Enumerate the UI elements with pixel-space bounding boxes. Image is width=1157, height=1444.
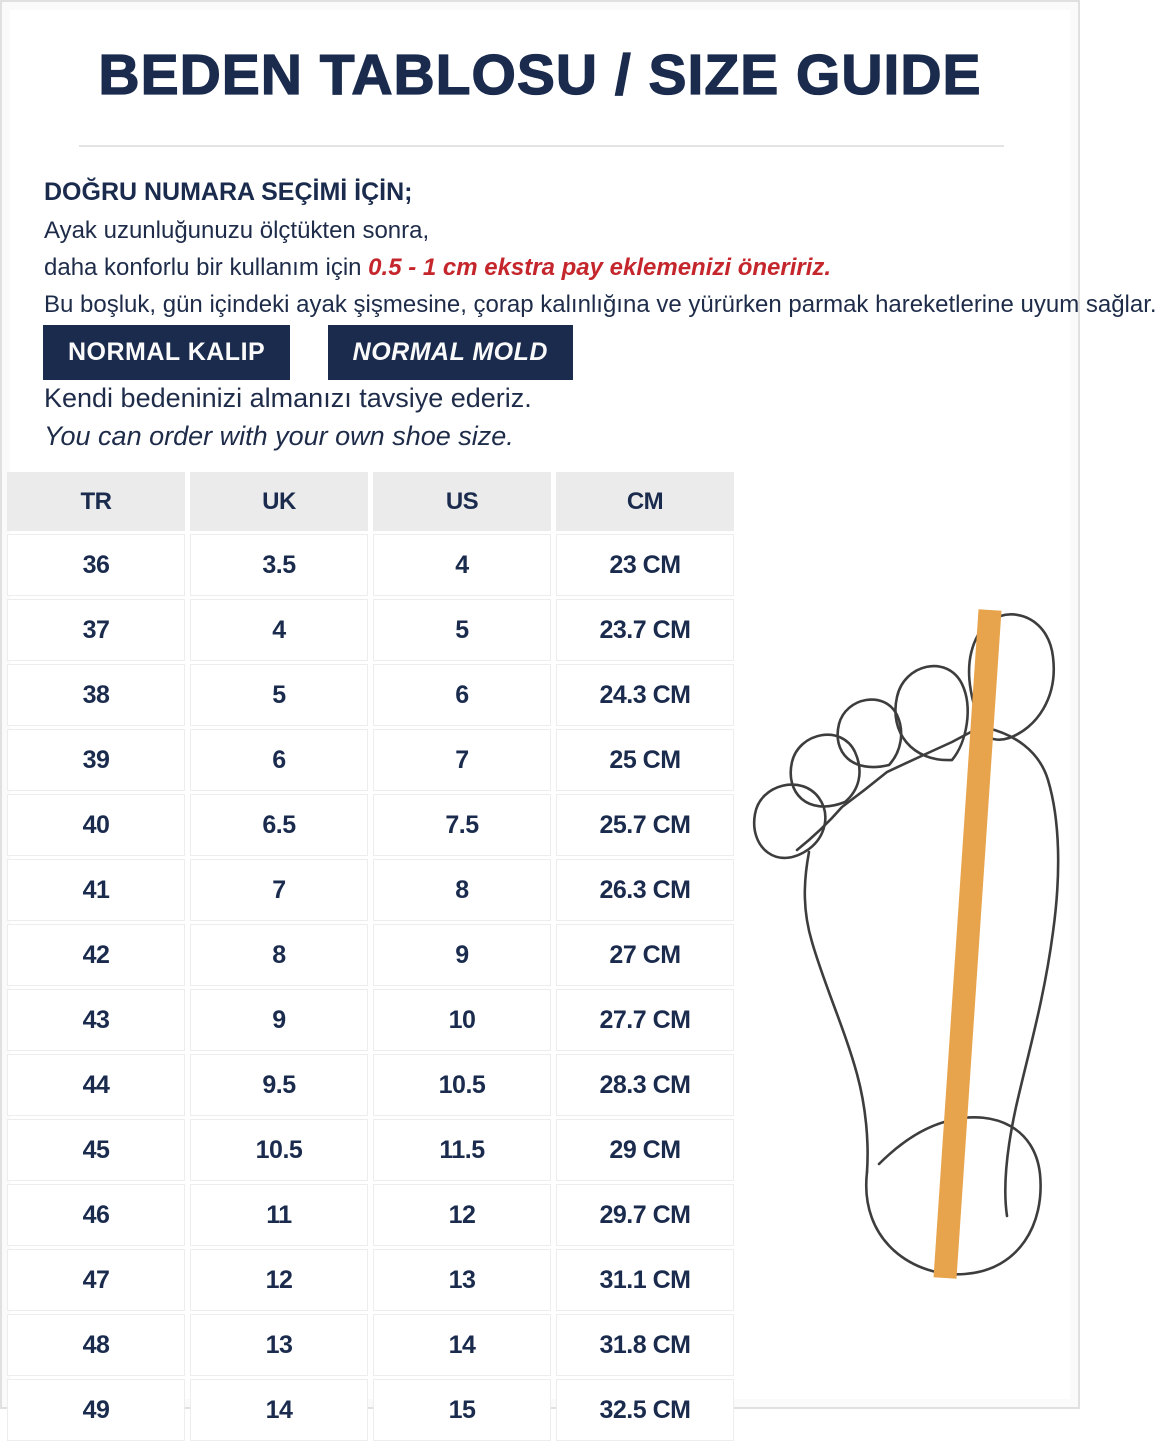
- size-cell: 27 CM: [556, 924, 734, 986]
- size-table: [2, 469, 739, 1444]
- advice-text-en: You can order with your own shoe size.: [44, 421, 514, 451]
- size-row: [7, 1379, 734, 1441]
- size-cell: 43: [7, 989, 185, 1051]
- size-cell: 25 CM: [556, 729, 734, 791]
- size-cell: 44: [7, 1054, 185, 1116]
- size-cell: 29 CM: [556, 1119, 734, 1181]
- size-cell: 31.8 CM: [556, 1314, 734, 1376]
- size-row: [7, 534, 734, 596]
- size-row: [7, 989, 734, 1051]
- size-cell: 32.5 CM: [556, 1379, 734, 1441]
- size-cell: 37: [7, 599, 185, 661]
- foot-illustration: [747, 602, 1082, 1292]
- info-line-allowance-prefix: daha konforlu bir kullanım için: [44, 254, 369, 281]
- size-cell: 15: [373, 1379, 551, 1441]
- size-col-header: TR: [7, 472, 185, 531]
- size-cell: 10: [373, 989, 551, 1051]
- size-cell: 23.7 CM: [556, 599, 734, 661]
- size-cell: 6: [373, 664, 551, 726]
- size-cell: 11: [190, 1184, 368, 1246]
- size-cell: 42: [7, 924, 185, 986]
- size-cell: 3.5: [190, 534, 368, 596]
- size-table-body: [7, 534, 734, 1441]
- size-cell: 49: [7, 1379, 185, 1441]
- size-cell: 13: [190, 1314, 368, 1376]
- size-cell: 31.1 CM: [556, 1249, 734, 1311]
- size-cell: 26.3 CM: [556, 859, 734, 921]
- size-cell: 5: [373, 599, 551, 661]
- size-col-header: UK: [190, 472, 368, 531]
- size-col-header: US: [373, 472, 551, 531]
- size-row: [7, 1184, 734, 1246]
- size-row: [7, 794, 734, 856]
- size-cell: 45: [7, 1119, 185, 1181]
- size-cell: 11.5: [373, 1119, 551, 1181]
- size-cell: 14: [190, 1379, 368, 1441]
- size-row: [7, 729, 734, 791]
- size-row: [7, 924, 734, 986]
- info-line-measure: Ayak uzunluğunuzu ölçtükten sonra,: [44, 217, 430, 244]
- size-cell: 8: [190, 924, 368, 986]
- size-cell: 9: [190, 989, 368, 1051]
- size-cell: 47: [7, 1249, 185, 1311]
- size-cell: 7: [190, 859, 368, 921]
- page-title: BEDEN TABLOSU / SIZE GUIDE: [98, 43, 982, 107]
- size-cell: 41: [7, 859, 185, 921]
- size-cell: 24.3 CM: [556, 664, 734, 726]
- size-cell: 4: [373, 534, 551, 596]
- size-cell: 36: [7, 534, 185, 596]
- normal-fit-badge-tr: NORMAL KALIP: [43, 325, 290, 380]
- size-cell: 7.5: [373, 794, 551, 856]
- size-cell: 39: [7, 729, 185, 791]
- size-cell: 14: [373, 1314, 551, 1376]
- size-col-header: CM: [556, 472, 734, 531]
- size-row: [7, 1314, 734, 1376]
- info-heading: DOĞRU NUMARA SEÇİMİ İÇİN;: [44, 178, 413, 206]
- size-cell: 13: [373, 1249, 551, 1311]
- size-row: [7, 1054, 734, 1116]
- size-row: [7, 664, 734, 726]
- size-cell: 9.5: [190, 1054, 368, 1116]
- size-cell: 10.5: [373, 1054, 551, 1116]
- info-line-allowance: [44, 254, 1054, 282]
- size-cell: 10.5: [190, 1119, 368, 1181]
- size-cell: 25.7 CM: [556, 794, 734, 856]
- title-divider: [79, 145, 1004, 147]
- fit-badges: [43, 325, 606, 380]
- size-cell: 8: [373, 859, 551, 921]
- size-row: [7, 599, 734, 661]
- size-cell: 6: [190, 729, 368, 791]
- size-row: [7, 1119, 734, 1181]
- size-cell: 7: [373, 729, 551, 791]
- size-cell: 46: [7, 1184, 185, 1246]
- advice-block: [44, 383, 532, 459]
- info-line-explanation: Bu boşluk, gün içindeki ayak şişmesine, çorap kalınlığına ve yürürken parmak hareketlerine uyum sağlar.: [44, 291, 1157, 318]
- size-row: [7, 1249, 734, 1311]
- size-cell: 6.5: [190, 794, 368, 856]
- size-cell: 4: [190, 599, 368, 661]
- size-cell: 29.7 CM: [556, 1184, 734, 1246]
- size-row: [7, 859, 734, 921]
- extra-allowance-note: 0.5 - 1 cm ekstra pay eklemenizi öneririz.: [368, 254, 832, 281]
- advice-text-tr: Kendi bedeninizi almanızı tavsiye ederiz.: [44, 383, 532, 413]
- info-block: [44, 178, 1157, 328]
- size-cell: 12: [373, 1184, 551, 1246]
- size-cell: 40: [7, 794, 185, 856]
- size-cell: 23 CM: [556, 534, 734, 596]
- size-cell: 12: [190, 1249, 368, 1311]
- size-cell: 48: [7, 1314, 185, 1376]
- size-table-header: [7, 472, 734, 531]
- size-cell: 27.7 CM: [556, 989, 734, 1051]
- size-cell: 5: [190, 664, 368, 726]
- size-cell: 38: [7, 664, 185, 726]
- size-cell: 9: [373, 924, 551, 986]
- normal-fit-badge-en: NORMAL MOLD: [328, 325, 573, 380]
- foot-outline: [754, 614, 1058, 1274]
- size-table-header-row: [7, 472, 734, 531]
- size-cell: 28.3 CM: [556, 1054, 734, 1116]
